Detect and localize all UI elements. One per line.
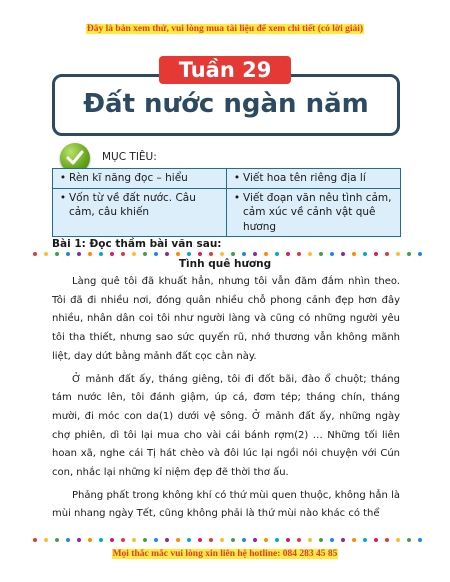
decorative-dot [396, 252, 400, 256]
decorative-dot [418, 538, 422, 542]
story-paragraph: Làng quê tôi đã khuất hẳn, nhưng tôi vẫn đăm đắm nhìn theo. Tôi đã đi nhiều nơi, đóng quân nhiều chỗ phong cảnh đẹp hơn đây nhiều, nhân dân coi tôi như người làng và cũng có những người yêu tôi tha thiết, nhưng sao sức quyến rũ, nhớ thương vẫn không mãnh liệt, day dứt bằng mảnh đất cọc cằn này. [52, 276, 400, 362]
decorative-dot [363, 538, 367, 542]
decorative-dot [297, 538, 301, 542]
decorative-dot [385, 538, 389, 542]
decorative-dot [187, 538, 191, 542]
goals-row [53, 188, 401, 237]
bullet-icon: • [59, 191, 67, 204]
decorative-dot [275, 252, 279, 256]
decorative-dot [88, 252, 92, 256]
decorative-dot [264, 252, 268, 256]
decorative-dot [231, 538, 235, 542]
decorative-dot [99, 252, 103, 256]
decorative-dot [330, 252, 334, 256]
story-body [52, 273, 400, 528]
decorative-dot [198, 538, 202, 542]
decorative-dot [286, 252, 290, 256]
decorative-dot [187, 252, 191, 256]
decorative-dot [132, 538, 136, 542]
decorative-dot [176, 252, 180, 256]
decorative-dot [55, 252, 59, 256]
decorative-dot [319, 538, 323, 542]
decorative-dot [77, 252, 81, 256]
decorative-dot [308, 252, 312, 256]
decorative-dot [407, 252, 411, 256]
decorative-dot [121, 252, 125, 256]
story-title: Tình quê hương [178, 258, 272, 270]
decorative-dot [308, 538, 312, 542]
goal-cell [227, 188, 401, 237]
goal-text: Viết hoa tên riêng địa lí [243, 172, 366, 184]
decorative-dot [297, 252, 301, 256]
goal-cell [53, 169, 227, 189]
decorative-dot [396, 538, 400, 542]
decorative-dot [33, 252, 37, 256]
hotline-notice-text: Mọi thắc mắc vui lòng xin liên hệ hotline: 084 283 45 85 [112, 549, 338, 559]
decorative-dot [110, 538, 114, 542]
decorative-dot [264, 538, 268, 542]
decorative-dot [385, 252, 389, 256]
decorative-dot [242, 538, 246, 542]
decorative-dot [209, 538, 213, 542]
preview-notice [0, 24, 450, 34]
decorative-dot [220, 538, 224, 542]
decorative-dot [88, 538, 92, 542]
decorative-dot [242, 252, 246, 256]
goal-text: Vốn từ về đất nước. Câu cảm, câu khiến [69, 191, 196, 218]
decorative-dot [341, 538, 345, 542]
decorative-dot [132, 252, 136, 256]
decorative-dot [341, 252, 345, 256]
decorative-dot [154, 538, 158, 542]
decorative-dot [165, 538, 169, 542]
preview-notice-text: Đây là bản xem thử, vui lòng mua tài liệu để xem chi tiết (có lời giải) [86, 24, 364, 34]
decorative-dot [253, 252, 257, 256]
decorative-dot [319, 252, 323, 256]
decorative-dot [253, 538, 257, 542]
goal-cell [227, 169, 401, 189]
week-label: Tuần 29 [159, 56, 291, 84]
decorative-dot [66, 538, 70, 542]
decorative-dot [220, 252, 224, 256]
goals-table [52, 168, 401, 237]
goals-label: MỤC TIÊU: [102, 151, 157, 163]
hotline-notice [0, 549, 450, 559]
bullet-icon: • [233, 172, 241, 184]
decorative-dot [66, 252, 70, 256]
decorative-dot [121, 538, 125, 542]
decorative-dot [352, 252, 356, 256]
decorative-dot [33, 538, 37, 542]
bullet-icon: • [233, 191, 241, 204]
story-paragraph: Phảng phất trong không khí có thứ mùi quen thuộc, không hẳn là mùi nhang ngày Tết, cũng không phải là thứ mùi nào khác có thể [52, 489, 400, 520]
decorative-dot [407, 538, 411, 542]
goal-text: Viết đoạn văn nêu tình cảm, cảm xúc về cảnh vật quê hương [243, 191, 392, 233]
decorative-dot [352, 538, 356, 542]
decorative-dot [198, 252, 202, 256]
goal-text: Rèn kĩ năng đọc – hiểu [69, 172, 188, 184]
decorative-dot [44, 252, 48, 256]
decorative-dot [374, 538, 378, 542]
decorative-dot [209, 252, 213, 256]
decorative-dot [77, 538, 81, 542]
goal-cell [53, 188, 227, 237]
decorative-dot [99, 538, 103, 542]
decorative-dot [363, 252, 367, 256]
decorative-dot [44, 538, 48, 542]
exercise-title: Bài 1: Đọc thầm bài văn sau: [52, 238, 222, 250]
goals-row [53, 169, 401, 189]
decorative-dot [418, 252, 422, 256]
decorative-dot [154, 252, 158, 256]
decorative-dot [110, 252, 114, 256]
decorative-dot [286, 538, 290, 542]
decorative-dot [143, 538, 147, 542]
story-paragraph: Ở mảnh đất ấy, tháng giêng, tôi đi đốt bãi, đào ổ chuột; tháng tám nước lên, tôi đánh giậm, úp cá, đơm tép; tháng chín, tháng mười, đi móc con da(1) dưới vệ sông. Ở mảnh đất ấy, những ngày chợ phiên, dì tôi lại mua cho vài cái bánh rợm(2) … Những tối liên hoan xã, nghe cái Tị hát chèo và đôi lúc lại ngồi nói chuyện với Cún con, nhắc lại những kỉ niệm đẹp đẽ thời thơ ấu. [52, 373, 400, 479]
bullet-icon: • [59, 172, 67, 184]
decorative-dot [165, 252, 169, 256]
decorative-dot [330, 538, 334, 542]
decorative-dot [143, 252, 147, 256]
decorative-dot [231, 252, 235, 256]
decorative-dot [275, 538, 279, 542]
lesson-title: Đất nước ngàn năm [83, 89, 369, 119]
decorative-dot [176, 538, 180, 542]
decorative-dot [374, 252, 378, 256]
decorative-dot [55, 538, 59, 542]
